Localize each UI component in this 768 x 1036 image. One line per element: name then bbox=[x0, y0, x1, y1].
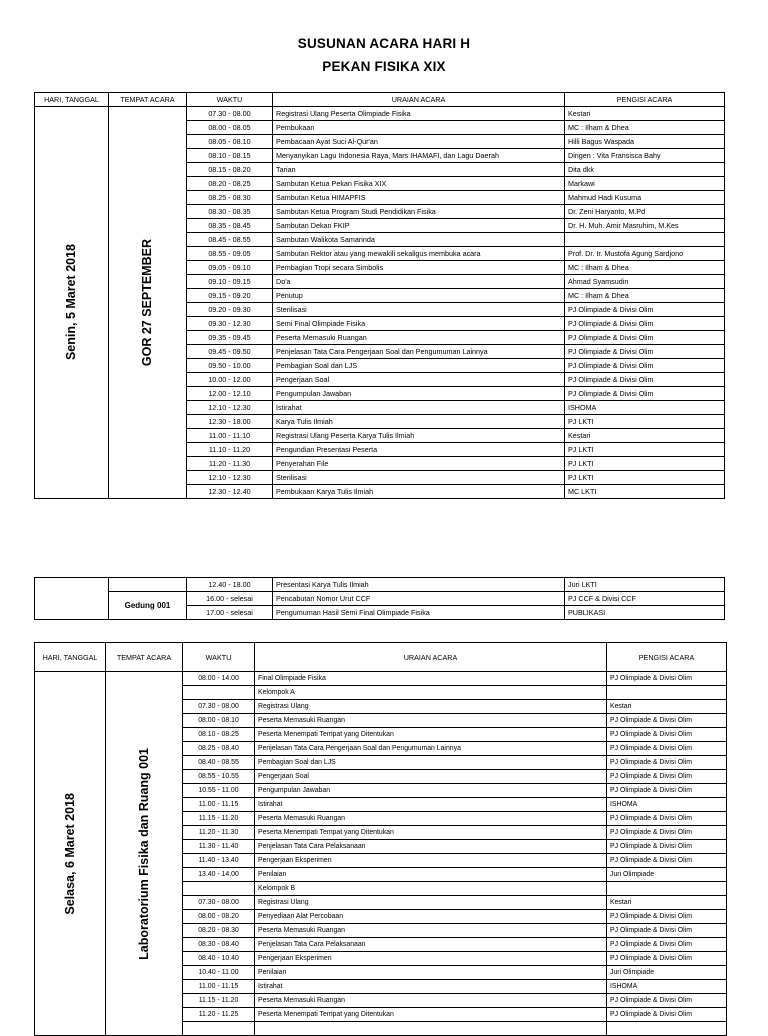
uraian-cell: Sambutan Rektor atau yang mewakili sekaligus membuka acara bbox=[273, 247, 565, 261]
waktu-cell: 11.30 - 11.40 bbox=[183, 840, 255, 854]
waktu-cell: 08.25 - 08.30 bbox=[187, 191, 273, 205]
pengisi-cell: PJ Olimpiade & Divisi Olim bbox=[607, 910, 727, 924]
uraian-cell: Peserta Memasuki Ruangan bbox=[255, 994, 607, 1008]
uraian-cell: Peserta Menempati Tempat yang Ditentukan bbox=[255, 728, 607, 742]
uraian-cell: Pengerjaan Eksperimen bbox=[255, 854, 607, 868]
waktu-cell: 16.00 - selesai bbox=[187, 592, 273, 606]
waktu-cell: 13.40 - 14.00 bbox=[183, 868, 255, 882]
waktu-cell: 08.30 - 08.35 bbox=[187, 205, 273, 219]
pengisi-cell: Juri Olimpiade bbox=[607, 966, 727, 980]
waktu-cell: 08.40 - 08.55 bbox=[183, 756, 255, 770]
header-pengisi: PENGISI ACARA bbox=[607, 643, 727, 672]
uraian-cell: Pengundian Presentasi Peserta bbox=[273, 443, 565, 457]
waktu-cell: 11.10 - 11.20 bbox=[187, 443, 273, 457]
pengisi-cell: PJ LKTI bbox=[565, 471, 725, 485]
waktu-cell: 09.50 - 10.00 bbox=[187, 359, 273, 373]
waktu-cell: 11.00 - 11.10 bbox=[187, 429, 273, 443]
uraian-cell: Presentasi Karya Tulis Ilmiah bbox=[273, 578, 565, 592]
uraian-cell: Sambutan Ketua HIMAPFIS bbox=[273, 191, 565, 205]
pengisi-cell: PJ CCF & Divisi CCF bbox=[565, 592, 725, 606]
waktu-cell: 08.00 - 08.20 bbox=[183, 910, 255, 924]
schedule-table-day2 bbox=[34, 642, 727, 1036]
uraian-cell: Tarian bbox=[273, 163, 565, 177]
waktu-cell: 11.20 - 11.25 bbox=[183, 1008, 255, 1022]
uraian-cell: Penilaian bbox=[255, 868, 607, 882]
pengisi-cell: PJ Olimpiade & Divisi Olim bbox=[607, 1008, 727, 1022]
waktu-cell: 11.20 - 11.30 bbox=[187, 457, 273, 471]
day1-cont-venue-empty bbox=[109, 578, 187, 592]
pengisi-cell: PJ Olimpiade & Divisi Olim bbox=[607, 756, 727, 770]
pengisi-cell: Markawi bbox=[565, 177, 725, 191]
header-uraian: URAIAN ACARA bbox=[255, 643, 607, 672]
pengisi-cell: PJ Olimpiade & Divisi Olim bbox=[565, 331, 725, 345]
waktu-cell: 09.30 - 12.30 bbox=[187, 317, 273, 331]
waktu-cell: 11.15 - 11.20 bbox=[183, 812, 255, 826]
waktu-cell: 12.40 - 18.00 bbox=[187, 578, 273, 592]
pengisi-cell: Mahmud Hadi Kusuma bbox=[565, 191, 725, 205]
uraian-cell: Istirahat bbox=[255, 798, 607, 812]
uraian-cell: Penjelasan Tata Cara Pelaksanaan bbox=[255, 840, 607, 854]
waktu-cell: 12.10 - 12.30 bbox=[187, 401, 273, 415]
waktu-cell: 08.45 - 08.55 bbox=[187, 233, 273, 247]
pengisi-cell: PJ Olimpiade & Divisi Olim bbox=[607, 784, 727, 798]
pengisi-cell: ISHOMA bbox=[607, 798, 727, 812]
pengisi-cell: PJ Olimpiade & Divisi Olim bbox=[607, 714, 727, 728]
day2-venue-cell bbox=[106, 672, 183, 1036]
waktu-cell: 08.00 - 14.00 bbox=[183, 672, 255, 686]
pengisi-cell: PJ Olimpiade & Divisi Olim bbox=[607, 812, 727, 826]
uraian-cell: Pembagian Soal dan LJS bbox=[273, 359, 565, 373]
pengisi-cell: Prof. Dr. Ir. Mustofa Agung Sardjono bbox=[565, 247, 725, 261]
waktu-cell: 08.55 - 09.05 bbox=[187, 247, 273, 261]
waktu-cell: 08.10 - 08.15 bbox=[187, 149, 273, 163]
venue-gedung-001: Gedung 001 bbox=[109, 592, 187, 620]
pengisi-cell: PJ Olimpiade & Divisi Olim bbox=[607, 826, 727, 840]
uraian-cell: Pengerjaan Soal bbox=[273, 373, 565, 387]
uraian-cell: Istirahat bbox=[273, 401, 565, 415]
waktu-cell: 08.00 - 08.05 bbox=[187, 121, 273, 135]
uraian-cell: Registrasi Ulang Peserta Karya Tulis Ilmiah bbox=[273, 429, 565, 443]
uraian-cell: Penjelasan Tata Cara Pengerjaan Soal dan Pengumuman Lainnya bbox=[255, 742, 607, 756]
pengisi-cell: PJ Olimpiade & Divisi Olim bbox=[607, 728, 727, 742]
uraian-cell: Penyerahan File bbox=[273, 457, 565, 471]
pengisi-cell: Juri Olimpiade bbox=[607, 868, 727, 882]
header-pengisi: PENGISI ACARA bbox=[565, 93, 725, 107]
pengisi-cell: PJ Olimpiade & Divisi Olim bbox=[565, 373, 725, 387]
day1-venue: GOR 27 SEPTEMBER bbox=[140, 238, 154, 367]
day1-cont-date-cell bbox=[35, 578, 109, 620]
pengisi-cell: MC : Ilham & Dhea bbox=[565, 121, 725, 135]
uraian-cell: Pengumuman Hasil Semi Final Olimpiade Fisika bbox=[273, 606, 565, 620]
uraian-cell: Pembukaan bbox=[273, 121, 565, 135]
uraian-cell: Sterilisasi bbox=[273, 303, 565, 317]
waktu-cell: 08.30 - 08.40 bbox=[183, 938, 255, 952]
header-tempat: TEMPAT ACARA bbox=[109, 93, 187, 107]
table-row bbox=[35, 592, 725, 606]
pengisi-cell: ISHOMA bbox=[565, 401, 725, 415]
pengisi-cell: Juri LKTI bbox=[565, 578, 725, 592]
waktu-cell: 12.30 - 12.40 bbox=[187, 485, 273, 499]
pengisi-cell: Dita dkk bbox=[565, 163, 725, 177]
pengisi-cell: PJ Olimpiade & Divisi Olim bbox=[565, 359, 725, 373]
waktu-cell: 11.00 - 11.15 bbox=[183, 980, 255, 994]
uraian-cell: Pengerjaan Eksperimen bbox=[255, 952, 607, 966]
uraian-cell: Registrasi Ulang Peserta Olimpiade Fisika bbox=[273, 107, 565, 121]
day2-venue: Laboratorium Fisika dan Ruang 001 bbox=[136, 747, 151, 960]
uraian-cell: Pengumpulan Jawaban bbox=[255, 784, 607, 798]
waktu-cell: 08.00 - 08.10 bbox=[183, 714, 255, 728]
pengisi-cell: MC LKTI bbox=[565, 485, 725, 499]
waktu-cell: 07.30 - 08.00 bbox=[183, 896, 255, 910]
pengisi-cell: Dr. H. Muh. Amir Masruhim, M.Kes bbox=[565, 219, 725, 233]
uraian-cell: Penjelasan Tata Cara Pengerjaan Soal dan Pengumuman Lainnya bbox=[273, 345, 565, 359]
doc-title-line1: SUSUNAN ACARA HARI H bbox=[297, 36, 471, 51]
table-header-row bbox=[35, 643, 727, 672]
waktu-cell: 10.40 - 11.00 bbox=[183, 966, 255, 980]
pengisi-cell: PJ Olimpiade & Divisi Olim bbox=[565, 345, 725, 359]
uraian-cell: Menyanyikan Lagu Indonesia Raya, Mars IHAMAFI, dan Lagu Daerah bbox=[273, 149, 565, 163]
header-waktu: WAKTU bbox=[183, 643, 255, 672]
day1-venue-cell bbox=[109, 107, 187, 499]
uraian-cell: Do'a bbox=[273, 275, 565, 289]
waktu-cell: 08.40 - 10.40 bbox=[183, 952, 255, 966]
uraian-cell: Pengumpulan Jawaban bbox=[273, 387, 565, 401]
table-header-row bbox=[35, 93, 725, 107]
pengisi-cell: PJ Olimpiade & Divisi Olim bbox=[607, 742, 727, 756]
table-row bbox=[35, 578, 725, 592]
waktu-cell bbox=[183, 686, 255, 700]
day2-date: Selasa, 6 Maret 2018 bbox=[62, 792, 77, 915]
uraian-cell: Pembagian Soal dan LJS bbox=[255, 756, 607, 770]
waktu-cell: 08.05 - 08.10 bbox=[187, 135, 273, 149]
waktu-cell: 09.20 - 09.30 bbox=[187, 303, 273, 317]
uraian-cell: Semi Final Olimpiade Fisika bbox=[273, 317, 565, 331]
waktu-cell: 08.15 - 08.20 bbox=[187, 163, 273, 177]
uraian-cell: Peserta Memasuki Ruangan bbox=[255, 714, 607, 728]
header-hari: HARI, TANGGAL bbox=[35, 643, 106, 672]
uraian-cell: Peserta Memasuki Ruangan bbox=[273, 331, 565, 345]
pengisi-cell: Hilli Bagus Waspada bbox=[565, 135, 725, 149]
waktu-cell: 09.10 - 09.15 bbox=[187, 275, 273, 289]
uraian-cell: Kelompok B bbox=[255, 882, 607, 896]
day1-date: Senin, 5 Maret 2018 bbox=[64, 244, 78, 361]
pengisi-cell: MC : Ilham & Dhea bbox=[565, 261, 725, 275]
uraian-cell: Peserta Memasuki Ruangan bbox=[255, 812, 607, 826]
pengisi-cell: Ahmad Syamsudin bbox=[565, 275, 725, 289]
uraian-cell: Istirahat bbox=[255, 980, 607, 994]
pengisi-cell: PJ Olimpiade & Divisi Olim bbox=[607, 840, 727, 854]
day1-date-cell bbox=[35, 107, 109, 499]
pengisi-cell: PJ Olimpiade & Divisi Olim bbox=[607, 770, 727, 784]
pengisi-cell bbox=[607, 882, 727, 896]
pengisi-cell bbox=[607, 686, 727, 700]
waktu-cell: 08.55 - 10.55 bbox=[183, 770, 255, 784]
waktu-cell: 08.20 - 08.30 bbox=[183, 924, 255, 938]
pengisi-cell: Dr. Zeni Haryanto, M.Pd bbox=[565, 205, 725, 219]
uraian-cell: Penjelasan Tata Cara Pelaksanaan bbox=[255, 938, 607, 952]
day1-body bbox=[35, 107, 725, 499]
pengisi-cell: PUBLIKASI bbox=[565, 606, 725, 620]
uraian-cell: Penyediaan Alat Percobaan bbox=[255, 910, 607, 924]
day2-body bbox=[35, 672, 727, 1036]
uraian-cell: Peserta Menempati Tempat yang Ditentukan bbox=[255, 1008, 607, 1022]
pengisi-cell: PJ Olimpiade & Divisi Olim bbox=[565, 303, 725, 317]
uraian-cell: Penilaian bbox=[255, 966, 607, 980]
header-uraian: URAIAN ACARA bbox=[273, 93, 565, 107]
pengisi-cell bbox=[565, 233, 725, 247]
pengisi-cell: PJ Olimpiade & Divisi Olim bbox=[565, 317, 725, 331]
pengisi-cell: PJ Olimpiade & Divisi Olim bbox=[565, 387, 725, 401]
pengisi-cell: PJ Olimpiade & Divisi Olim bbox=[607, 994, 727, 1008]
pengisi-cell: PJ LKTI bbox=[565, 443, 725, 457]
pengisi-cell: ISHOMA bbox=[607, 980, 727, 994]
uraian-cell: Sterilisasi bbox=[273, 471, 565, 485]
waktu-cell: 11.20 - 11.30 bbox=[183, 826, 255, 840]
waktu-cell: 12.00 - 12.10 bbox=[187, 387, 273, 401]
pengisi-cell: Dirigen : Vita Fransisca Bahy bbox=[565, 149, 725, 163]
waktu-cell: 17.00 - selesai bbox=[187, 606, 273, 620]
uraian-cell: Final Olimpiade Fisika bbox=[255, 672, 607, 686]
table-row bbox=[35, 107, 725, 121]
waktu-cell: 08.35 - 08.45 bbox=[187, 219, 273, 233]
pengisi-cell: MC : Ilham & Dhea bbox=[565, 289, 725, 303]
pengisi-cell: Kestari bbox=[565, 429, 725, 443]
waktu-cell: 09.15 - 09.20 bbox=[187, 289, 273, 303]
schedule-table-day1 bbox=[34, 92, 725, 499]
uraian-cell: Sambutan Ketua Program Studi Pendidikan Fisika bbox=[273, 205, 565, 219]
header-tempat: TEMPAT ACARA bbox=[106, 643, 183, 672]
pengisi-cell: PJ Olimpiade & Divisi Olim bbox=[607, 952, 727, 966]
waktu-cell: 12.30 - 18.00 bbox=[187, 415, 273, 429]
uraian-cell: Sambutan Walikota Samarinda bbox=[273, 233, 565, 247]
day2-date-cell bbox=[35, 672, 106, 1036]
waktu-cell: 08.20 - 08.25 bbox=[187, 177, 273, 191]
waktu-cell: 08.10 - 08.25 bbox=[183, 728, 255, 742]
waktu-cell: 09.45 - 09.50 bbox=[187, 345, 273, 359]
waktu-cell: 12.10 - 12.30 bbox=[187, 471, 273, 485]
uraian-cell: Pengerjaan Soal bbox=[255, 770, 607, 784]
header-hari: HARI, TANGGAL bbox=[35, 93, 109, 107]
waktu-cell: 11.15 - 11.20 bbox=[183, 994, 255, 1008]
pengisi-cell: PJ Olimpiade & Divisi Olim bbox=[607, 672, 727, 686]
uraian-cell: Peserta Menempati Tempat yang Ditentukan bbox=[255, 826, 607, 840]
pengisi-cell: PJ Olimpiade & Divisi Olim bbox=[607, 924, 727, 938]
header-waktu: WAKTU bbox=[187, 93, 273, 107]
uraian-cell: Karya Tulis Ilmiah bbox=[273, 415, 565, 429]
uraian-cell: Peserta Memasuki Ruangan bbox=[255, 924, 607, 938]
uraian-cell: Registrasi Ulang bbox=[255, 700, 607, 714]
table-row bbox=[35, 672, 727, 686]
schedule-table-day1-continued bbox=[34, 577, 725, 620]
uraian-cell: Penutup bbox=[273, 289, 565, 303]
waktu-cell: 11.40 - 13.40 bbox=[183, 854, 255, 868]
waktu-cell: 10.00 - 12.00 bbox=[187, 373, 273, 387]
waktu-cell: 09.05 - 09.10 bbox=[187, 261, 273, 275]
waktu-cell: 07.30 - 08.00 bbox=[183, 700, 255, 714]
uraian-cell: Pembagian Tropi secara Simbolis bbox=[273, 261, 565, 275]
doc-title-line2: PEKAN FISIKA XIX bbox=[322, 59, 446, 74]
pengisi-cell: Kestari bbox=[607, 896, 727, 910]
waktu-cell: 11.00 - 11.15 bbox=[183, 798, 255, 812]
waktu-cell: 07.30 - 08.00 bbox=[187, 107, 273, 121]
waktu-cell: 08.25 - 08.40 bbox=[183, 742, 255, 756]
uraian-cell: Pembacaan Ayat Suci Al-Qur'an bbox=[273, 135, 565, 149]
pengisi-cell: Kestari bbox=[607, 700, 727, 714]
uraian-cell: Pencabutan Nomor Urut CCF bbox=[273, 592, 565, 606]
waktu-cell: 10.55 - 11.00 bbox=[183, 784, 255, 798]
day1-cont-body bbox=[35, 578, 725, 620]
waktu-cell: 09.35 - 09.45 bbox=[187, 331, 273, 345]
uraian-cell: Pembukaan Karya Tulis Ilmiah bbox=[273, 485, 565, 499]
pengisi-cell: PJ LKTI bbox=[565, 457, 725, 471]
uraian-cell: Kelompok A bbox=[255, 686, 607, 700]
uraian-cell: Sambutan Dekan FKIP bbox=[273, 219, 565, 233]
pengisi-cell: PJ LKTI bbox=[565, 415, 725, 429]
pengisi-cell: PJ Olimpiade & Divisi Olim bbox=[607, 854, 727, 868]
waktu-cell bbox=[183, 882, 255, 896]
pengisi-cell: Kestari bbox=[565, 107, 725, 121]
uraian-cell: Registrasi Ulang bbox=[255, 896, 607, 910]
uraian-cell: Sambutan Ketua Pekan Fisika XIX bbox=[273, 177, 565, 191]
pengisi-cell: PJ Olimpiade & Divisi Olim bbox=[607, 938, 727, 952]
